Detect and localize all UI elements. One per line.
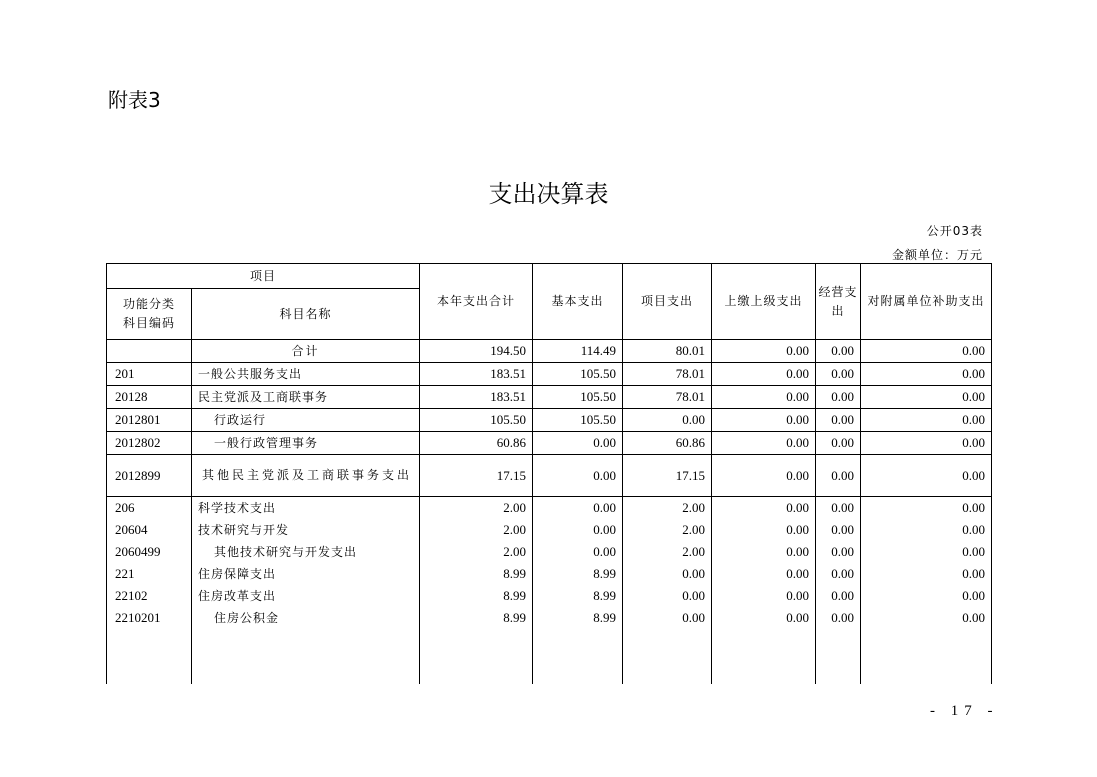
cell-total: 8.99	[420, 585, 533, 607]
cell-code: 20604	[107, 519, 192, 541]
cell-name: 合计	[192, 340, 420, 363]
cell-total: 60.86	[420, 432, 533, 455]
table-row	[107, 409, 992, 432]
col-business-header: 经营支出	[816, 264, 861, 340]
cell-business: 0.00	[816, 541, 861, 563]
cell-name: 行政运行	[192, 409, 420, 432]
page-number: - 17 -	[930, 703, 999, 719]
cell-upper: 0.00	[712, 563, 816, 585]
cell-upper: 0.00	[712, 585, 816, 607]
cell-project: 0.00	[623, 563, 712, 585]
cell-basic: 105.50	[533, 363, 623, 386]
cell-business: 0.00	[816, 585, 861, 607]
table-row	[107, 497, 992, 520]
table-row	[107, 432, 992, 455]
cell-basic: 114.49	[533, 340, 623, 363]
col-code-header: 功能分类科目编码	[107, 289, 192, 340]
cell-total: 2.00	[420, 541, 533, 563]
cell-business: 0.00	[816, 563, 861, 585]
cell-subsidy: 0.00	[861, 409, 992, 432]
cell-subsidy: 0.00	[861, 497, 992, 520]
cell-project: 0.00	[623, 607, 712, 629]
cell-code: 20128	[107, 386, 192, 409]
cell-project: 60.86	[623, 432, 712, 455]
empty-cell	[712, 629, 816, 684]
cell-subsidy: 0.00	[861, 386, 992, 409]
cell-code: 2012801	[107, 409, 192, 432]
cell-code: 206	[107, 497, 192, 520]
col-project-header: 项目支出	[623, 264, 712, 340]
cell-basic: 0.00	[533, 519, 623, 541]
cell-basic: 0.00	[533, 497, 623, 520]
cell-code: 2060499	[107, 541, 192, 563]
cell-basic: 0.00	[533, 432, 623, 455]
cell-name: 住房公积金	[192, 607, 420, 629]
cell-subsidy: 0.00	[861, 432, 992, 455]
cell-basic: 8.99	[533, 585, 623, 607]
project-group-header: 项目	[107, 264, 420, 289]
cell-upper: 0.00	[712, 497, 816, 520]
cell-upper: 0.00	[712, 340, 816, 363]
cell-project: 2.00	[623, 497, 712, 520]
cell-name: 住房保障支出	[192, 563, 420, 585]
table-row	[107, 563, 992, 585]
empty-cell	[623, 629, 712, 684]
empty-cell	[192, 629, 420, 684]
cell-upper: 0.00	[712, 519, 816, 541]
cell-basic: 105.50	[533, 409, 623, 432]
cell-code: 2210201	[107, 607, 192, 629]
table-row	[107, 519, 992, 541]
cell-upper: 0.00	[712, 386, 816, 409]
cell-name: 民主党派及工商联事务	[192, 386, 420, 409]
cell-name: 住房改革支出	[192, 585, 420, 607]
cell-upper: 0.00	[712, 363, 816, 386]
cell-business: 0.00	[816, 607, 861, 629]
cell-code: 22102	[107, 585, 192, 607]
table-row	[107, 340, 992, 363]
cell-name: 其他民主党派及工商联事务支出	[192, 455, 420, 497]
cell-name: 技术研究与开发	[192, 519, 420, 541]
cell-subsidy: 0.00	[861, 541, 992, 563]
cell-business: 0.00	[816, 455, 861, 497]
table-row	[107, 541, 992, 563]
empty-cell	[533, 629, 623, 684]
expenditure-table	[106, 263, 992, 684]
cell-name: 一般公共服务支出	[192, 363, 420, 386]
form-number: 公开03表	[926, 224, 983, 238]
cell-business: 0.00	[816, 497, 861, 520]
cell-business: 0.00	[816, 432, 861, 455]
cell-upper: 0.00	[712, 432, 816, 455]
cell-upper: 0.00	[712, 541, 816, 563]
cell-basic: 0.00	[533, 541, 623, 563]
cell-total: 8.99	[420, 563, 533, 585]
cell-project: 78.01	[623, 363, 712, 386]
page-title: 支出决算表	[488, 180, 609, 208]
cell-business: 0.00	[816, 409, 861, 432]
cell-project: 80.01	[623, 340, 712, 363]
cell-name: 一般行政管理事务	[192, 432, 420, 455]
empty-cell	[107, 629, 192, 684]
cell-upper: 0.00	[712, 455, 816, 497]
empty-cell	[861, 629, 992, 684]
table-row	[107, 363, 992, 386]
cell-total: 194.50	[420, 340, 533, 363]
cell-basic: 8.99	[533, 607, 623, 629]
cell-subsidy: 0.00	[861, 563, 992, 585]
cell-upper: 0.00	[712, 607, 816, 629]
cell-name: 其他技术研究与开发支出	[192, 541, 420, 563]
cell-total: 105.50	[420, 409, 533, 432]
col-subsidy-header: 对附属单位补助支出	[861, 264, 992, 340]
cell-subsidy: 0.00	[861, 340, 992, 363]
col-total-header: 本年支出合计	[420, 264, 533, 340]
table-row	[107, 607, 992, 629]
cell-basic: 8.99	[533, 563, 623, 585]
cell-project: 0.00	[623, 409, 712, 432]
cell-total: 183.51	[420, 386, 533, 409]
cell-total: 17.15	[420, 455, 533, 497]
annex-label: 附表3	[108, 88, 161, 112]
cell-total: 8.99	[420, 607, 533, 629]
cell-business: 0.00	[816, 519, 861, 541]
cell-total: 183.51	[420, 363, 533, 386]
cell-business: 0.00	[816, 340, 861, 363]
table-row	[107, 585, 992, 607]
col-basic-header: 基本支出	[533, 264, 623, 340]
cell-code: 221	[107, 563, 192, 585]
col-name-header: 科目名称	[192, 289, 420, 340]
cell-business: 0.00	[816, 386, 861, 409]
cell-upper: 0.00	[712, 409, 816, 432]
cell-subsidy: 0.00	[861, 363, 992, 386]
col-upper-header: 上缴上级支出	[712, 264, 816, 340]
empty-cell	[420, 629, 533, 684]
empty-cell	[816, 629, 861, 684]
cell-code: 2012899	[107, 455, 192, 497]
cell-code: 2012802	[107, 432, 192, 455]
cell-code	[107, 340, 192, 363]
cell-business: 0.00	[816, 363, 861, 386]
cell-project: 78.01	[623, 386, 712, 409]
cell-subsidy: 0.00	[861, 455, 992, 497]
amount-unit: 金额单位：万元	[891, 248, 983, 262]
cell-subsidy: 0.00	[861, 607, 992, 629]
cell-subsidy: 0.00	[861, 519, 992, 541]
cell-project: 2.00	[623, 541, 712, 563]
cell-subsidy: 0.00	[861, 585, 992, 607]
cell-project: 2.00	[623, 519, 712, 541]
cell-basic: 0.00	[533, 455, 623, 497]
cell-basic: 105.50	[533, 386, 623, 409]
cell-total: 2.00	[420, 519, 533, 541]
table-row	[107, 455, 992, 497]
table-empty-row	[107, 629, 992, 684]
cell-project: 17.15	[623, 455, 712, 497]
table-row	[107, 386, 992, 409]
cell-total: 2.00	[420, 497, 533, 520]
cell-code: 201	[107, 363, 192, 386]
cell-project: 0.00	[623, 585, 712, 607]
cell-name: 科学技术支出	[192, 497, 420, 520]
